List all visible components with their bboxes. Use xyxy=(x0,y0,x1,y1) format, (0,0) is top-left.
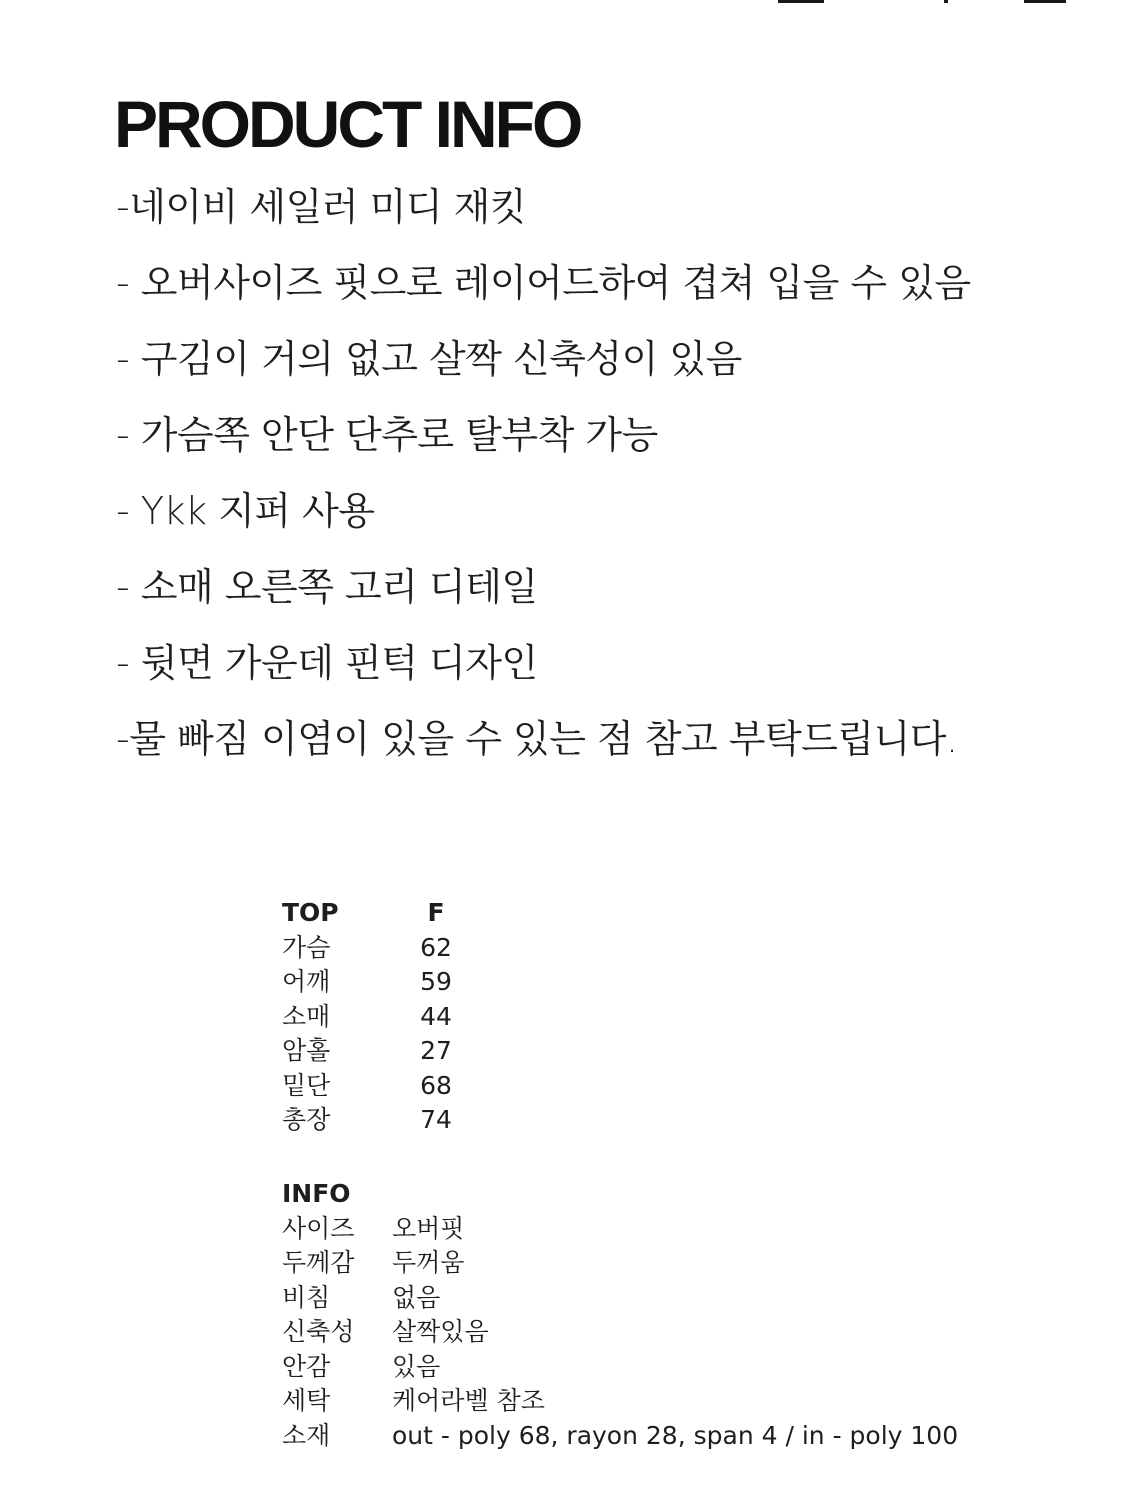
description-line: - 뒷면 가운데 핀턱 디자인 xyxy=(116,641,538,685)
description-line: - 가슴쪽 안단 단추로 탈부착 가능 xyxy=(116,413,658,457)
description-line: - 구김이 거의 없고 살짝 신축성이 있음 xyxy=(116,337,742,381)
size-row xyxy=(282,1069,1042,1104)
product-info-title: PRODUCT INFO xyxy=(114,87,581,161)
size-header-label: TOP xyxy=(282,898,339,927)
top-mark-right xyxy=(1024,0,1066,3)
size-header-size: F xyxy=(427,898,445,927)
size-row xyxy=(282,1000,1042,1035)
info-row-value: 두꺼움 xyxy=(392,1248,465,1277)
size-row-label: 총장 xyxy=(282,1105,331,1134)
size-row xyxy=(282,1034,1042,1069)
info-row-label: 세탁 xyxy=(282,1386,331,1415)
info-table-header xyxy=(282,1177,1042,1212)
info-row-label: 두께감 xyxy=(282,1248,355,1277)
top-mark-left xyxy=(778,0,824,3)
info-row-label: 소재 xyxy=(282,1420,331,1450)
description-line: - 오버사이즈 핏으로 레이어드하여 겹쳐 입을 수 있음 xyxy=(116,261,971,305)
size-row-label: 소매 xyxy=(282,1001,331,1031)
info-row-label: 사이즈 xyxy=(282,1213,355,1243)
info-row-value: 오버핏 xyxy=(392,1213,465,1243)
info-row xyxy=(282,1212,1042,1247)
info-row-value: 없음 xyxy=(392,1282,441,1312)
top-edge-marks xyxy=(0,0,1125,4)
info-row xyxy=(282,1281,1042,1316)
info-row-value: 있음 xyxy=(392,1351,441,1381)
description-line: - 소매 오른쪽 고리 디테일 xyxy=(116,565,538,609)
size-table-header xyxy=(282,896,1042,931)
size-row-label: 가슴 xyxy=(282,932,331,962)
size-row-value: 68 xyxy=(420,1070,452,1100)
size-row-value: 59 xyxy=(420,967,452,996)
info-table xyxy=(282,1177,1042,1453)
size-row-label: 밑단 xyxy=(282,1070,331,1100)
info-header-label: INFO xyxy=(282,1179,351,1208)
size-row-value: 44 xyxy=(420,1001,452,1031)
info-row-value: 살짝있음 xyxy=(392,1317,489,1346)
size-table xyxy=(282,896,1042,1138)
size-row xyxy=(282,965,1042,1000)
size-row-value: 74 xyxy=(420,1105,452,1134)
info-row-value: 케어라벨 참조 xyxy=(392,1386,545,1415)
size-row xyxy=(282,1103,1042,1138)
size-row-value: 27 xyxy=(420,1036,452,1065)
size-row-label: 어깨 xyxy=(282,967,331,996)
description-line: -물 빠짐 이염이 있을 수 있는 점 참고 부탁드립니다. xyxy=(116,717,958,761)
info-row-label: 비침 xyxy=(282,1282,331,1312)
info-row xyxy=(282,1350,1042,1385)
info-row xyxy=(282,1315,1042,1350)
info-row-label: 안감 xyxy=(282,1351,331,1381)
size-row xyxy=(282,931,1042,966)
top-mark-middle xyxy=(944,0,948,3)
info-row xyxy=(282,1246,1042,1281)
info-row-value: out - poly 68, rayon 28, span 4 / in - poly 100 xyxy=(392,1420,959,1450)
info-row-label: 신축성 xyxy=(282,1317,355,1346)
size-row-value: 62 xyxy=(420,932,452,962)
info-row xyxy=(282,1419,1042,1454)
description-line: - Ykk 지퍼 사용 xyxy=(116,489,375,533)
product-description-list xyxy=(116,176,971,784)
description-line: -네이비 세일러 미디 재킷 xyxy=(116,185,527,229)
size-row-label: 암홀 xyxy=(282,1036,331,1065)
info-row xyxy=(282,1384,1042,1419)
